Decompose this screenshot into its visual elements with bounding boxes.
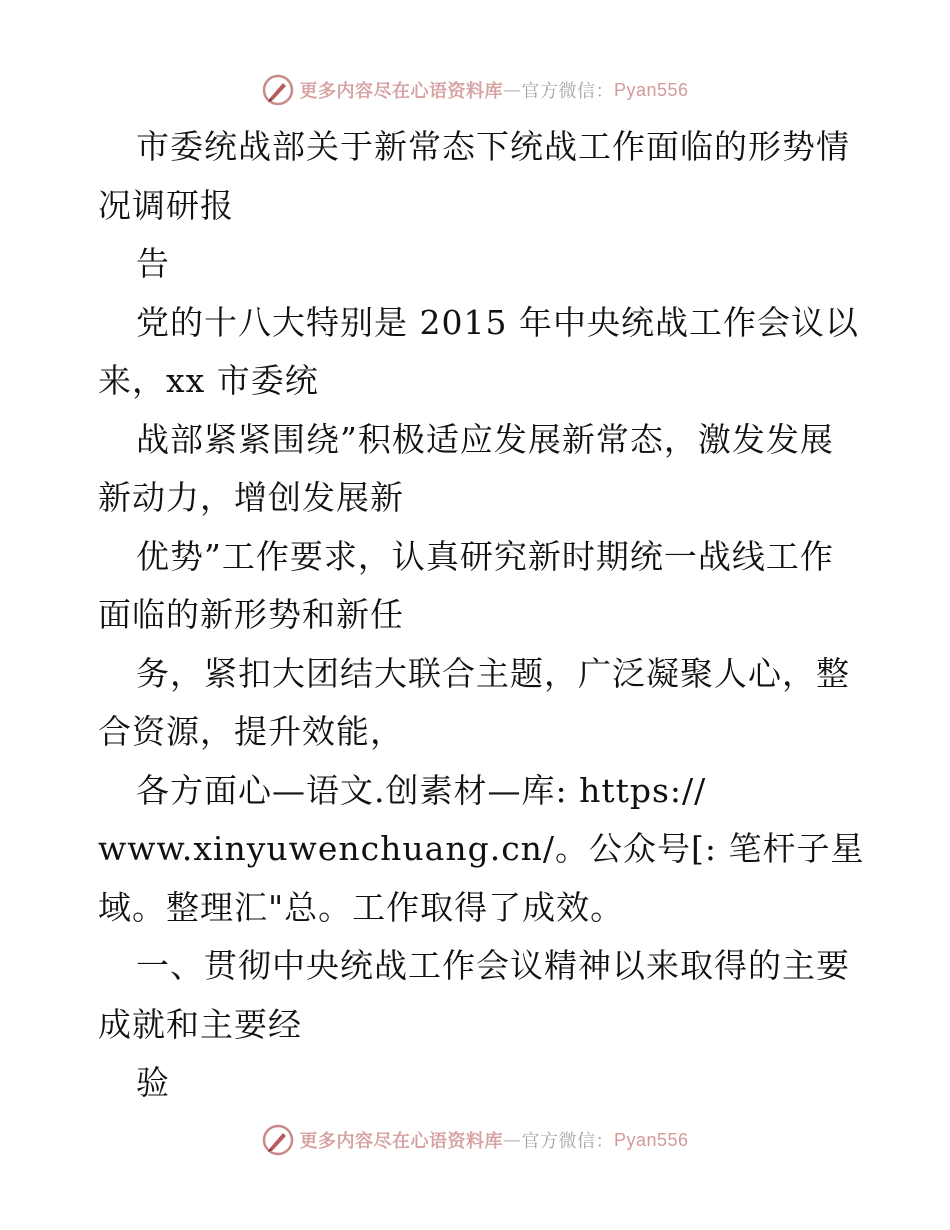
watermark-separator: — bbox=[502, 79, 522, 101]
text-line: 战部紧紧围绕”积极适应发展新常态，激发发展 bbox=[136, 419, 834, 459]
text-line: 告 bbox=[136, 244, 170, 283]
text-line: 验 bbox=[136, 1063, 170, 1102]
text-line: 新动力，增创发展新 bbox=[98, 478, 404, 517]
pen-logo-icon bbox=[261, 73, 295, 107]
header-watermark bbox=[0, 72, 950, 108]
pen-logo-icon bbox=[261, 1123, 295, 1157]
watermark-wechat-label: 官方微信： bbox=[521, 1131, 614, 1152]
footer-watermark bbox=[0, 1122, 950, 1158]
watermark-main-text: 更多内容尽在心语资料库 bbox=[299, 81, 503, 102]
text-line: 务，紧扣大团结大联合主题，广泛凝聚人心，整 bbox=[136, 653, 850, 693]
text-line: 各方面心—语文.创素材—库: https:// bbox=[136, 770, 707, 810]
watermark-main-text: 更多内容尽在心语资料库 bbox=[299, 1131, 503, 1152]
text-line: 党的十八大特别是 2015 年中央统战工作会议以 bbox=[136, 302, 859, 342]
text-line: 域。整理汇"总。工作取得了成效。 bbox=[98, 887, 625, 927]
text-line: 一、贯彻中央统战工作会议精神以来取得的主要 bbox=[136, 946, 850, 985]
text-line: 来，xx 市委统 bbox=[98, 361, 319, 400]
watermark-wechat-id: Pyan556 bbox=[613, 1129, 689, 1150]
watermark-wechat-label: 官方微信： bbox=[521, 81, 614, 102]
text-line: 市委统战部关于新常态下统战工作面临的形势情 bbox=[136, 127, 850, 166]
text-line: 面临的新形势和新任 bbox=[98, 595, 404, 634]
document-body bbox=[98, 118, 865, 1113]
text-line: 优势”工作要求，认真研究新时期统一战线工作 bbox=[136, 536, 834, 576]
watermark-separator: — bbox=[502, 1129, 522, 1151]
text-line: www.xinyuwenchuang.cn/。公众号[: 笔杆子星 bbox=[98, 829, 865, 868]
text-line: 成就和主要经 bbox=[98, 1004, 302, 1044]
watermark-wechat-id: Pyan556 bbox=[613, 79, 689, 100]
text-line: 合资源，提升效能， bbox=[98, 712, 404, 751]
text-line: 况调研报 bbox=[98, 185, 234, 225]
